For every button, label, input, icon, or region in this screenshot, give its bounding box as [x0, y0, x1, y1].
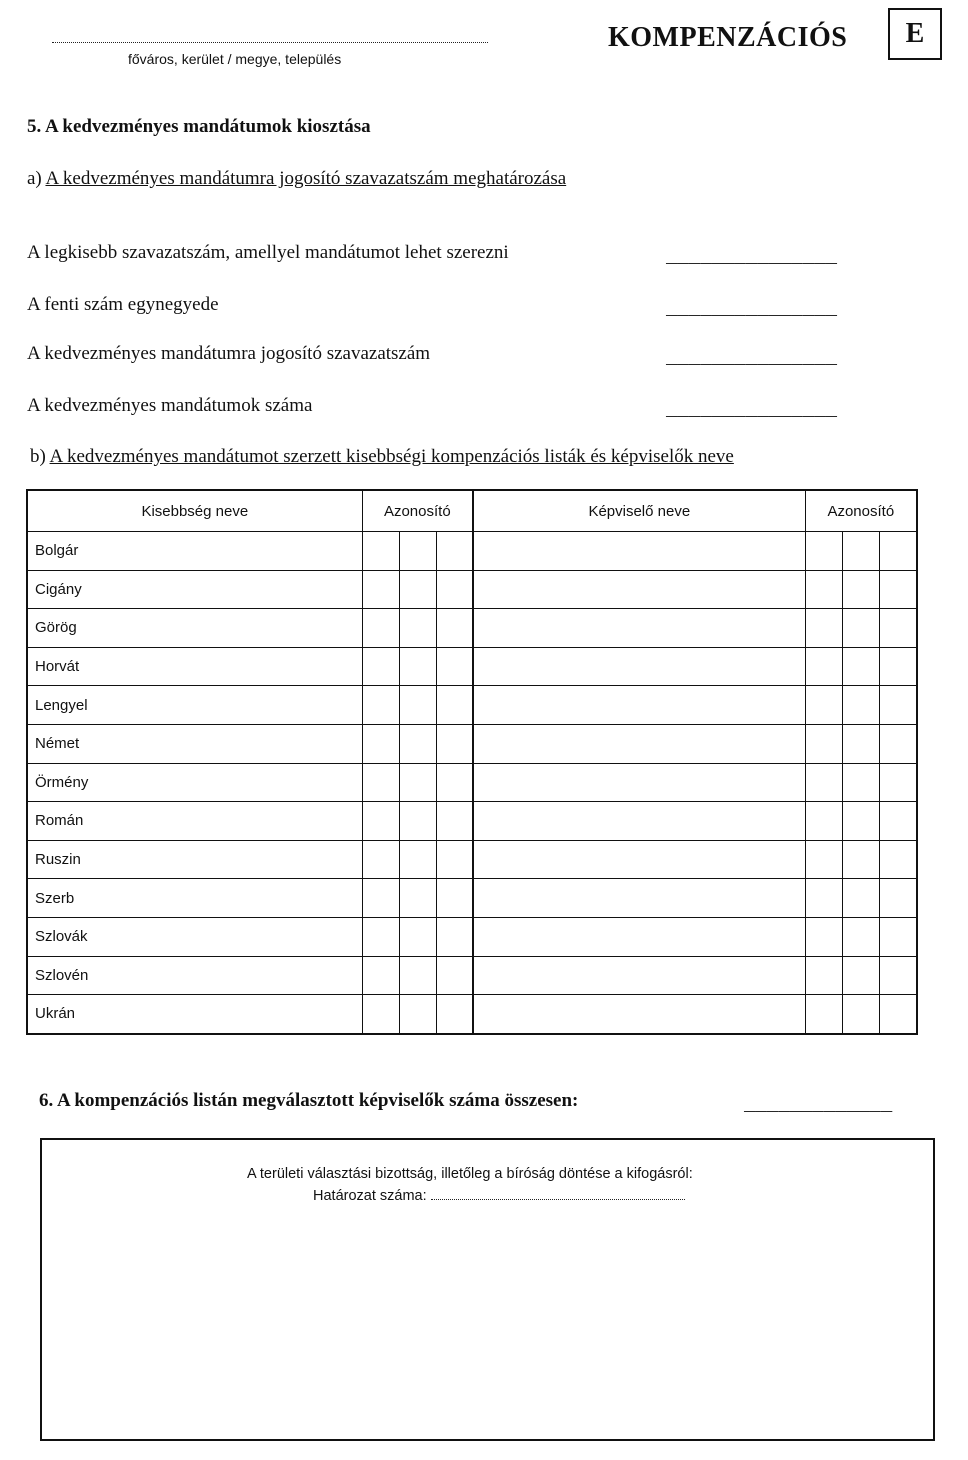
id1-cell[interactable]	[362, 570, 399, 609]
representative-name-cell[interactable]	[473, 647, 805, 686]
section5-heading: 5. A kedvezményes mandátumok kiosztása	[27, 116, 371, 137]
minority-table	[26, 489, 918, 1035]
id2-cell[interactable]	[879, 956, 917, 995]
decision-box	[40, 1138, 935, 1441]
field-row-label: A kedvezményes mandátumok száma	[27, 395, 313, 416]
representative-name-cell[interactable]	[473, 570, 805, 609]
id2-cell[interactable]	[842, 802, 879, 841]
form-letter-box	[888, 8, 942, 60]
id2-cell[interactable]	[805, 532, 842, 571]
id2-cell[interactable]	[842, 570, 879, 609]
minority-name-cell: Örmény	[27, 763, 362, 802]
decision-line2	[313, 1187, 685, 1204]
representative-name-cell[interactable]	[473, 956, 805, 995]
section6-heading: 6. A kompenzációs listán megválasztott képviselők száma összesen:	[39, 1090, 579, 1111]
resolution-number-label: Határozat száma:	[313, 1188, 427, 1204]
id2-cell[interactable]	[842, 647, 879, 686]
id2-cell[interactable]	[842, 724, 879, 763]
id2-cell[interactable]	[805, 686, 842, 725]
table-row	[27, 917, 917, 956]
minority-name-cell: Ruszin	[27, 840, 362, 879]
id2-cell[interactable]	[805, 917, 842, 956]
id1-cell[interactable]	[399, 609, 436, 648]
id2-cell[interactable]	[879, 879, 917, 918]
id2-cell[interactable]	[879, 724, 917, 763]
representative-name-cell[interactable]	[473, 802, 805, 841]
field-row-label: A fenti szám egynegyede	[27, 294, 219, 315]
section6-value[interactable]: _____________	[744, 1094, 893, 1116]
section5a-label: a)	[27, 168, 46, 189]
section5a-heading	[27, 168, 566, 190]
representative-name-cell[interactable]	[473, 763, 805, 802]
id1-cell[interactable]	[399, 802, 436, 841]
location-caption: főváros, kerület / megye, település	[128, 51, 342, 67]
representative-name-cell[interactable]	[473, 609, 805, 648]
id2-cell[interactable]	[879, 532, 917, 571]
id1-cell[interactable]	[436, 724, 473, 763]
header-id2: Azonosító	[805, 490, 917, 532]
table-row	[27, 570, 917, 609]
id2-cell[interactable]	[805, 763, 842, 802]
representative-name-cell[interactable]	[473, 686, 805, 725]
id2-cell[interactable]	[879, 840, 917, 879]
id2-cell[interactable]	[879, 802, 917, 841]
id1-cell[interactable]	[362, 840, 399, 879]
id2-cell[interactable]	[805, 956, 842, 995]
id2-cell[interactable]	[879, 917, 917, 956]
id1-cell[interactable]	[436, 763, 473, 802]
minority-name-cell: Bolgár	[27, 532, 362, 571]
field-row-value[interactable]: _______________	[666, 298, 838, 320]
id2-cell[interactable]	[842, 879, 879, 918]
header-id1: Azonosító	[362, 490, 473, 532]
table-row	[27, 956, 917, 995]
id2-cell[interactable]	[842, 917, 879, 956]
id1-cell[interactable]	[399, 724, 436, 763]
id2-cell[interactable]	[805, 724, 842, 763]
table-header-row	[27, 490, 917, 532]
minority-name-cell: Horvát	[27, 647, 362, 686]
id2-cell[interactable]	[842, 763, 879, 802]
id1-cell[interactable]	[362, 647, 399, 686]
id2-cell[interactable]	[805, 995, 842, 1034]
id2-cell[interactable]	[879, 995, 917, 1034]
id1-cell[interactable]	[436, 570, 473, 609]
id1-cell[interactable]	[362, 532, 399, 571]
location-field-line[interactable]	[52, 30, 488, 43]
minority-name-cell: Szlovén	[27, 956, 362, 995]
table-row	[27, 840, 917, 879]
table-row	[27, 763, 917, 802]
id1-cell[interactable]	[436, 532, 473, 571]
id2-cell[interactable]	[879, 647, 917, 686]
id1-cell[interactable]	[362, 917, 399, 956]
id2-cell[interactable]	[879, 570, 917, 609]
representative-name-cell[interactable]	[473, 879, 805, 918]
header-rep: Képviselő neve	[473, 490, 805, 532]
id2-cell[interactable]	[805, 570, 842, 609]
representative-name-cell[interactable]	[473, 532, 805, 571]
id1-cell[interactable]	[399, 956, 436, 995]
id1-cell[interactable]	[399, 647, 436, 686]
id1-cell[interactable]	[362, 609, 399, 648]
table-row	[27, 532, 917, 571]
id1-cell[interactable]	[436, 840, 473, 879]
minority-name-cell: Lengyel	[27, 686, 362, 725]
id1-cell[interactable]	[436, 995, 473, 1034]
id1-cell[interactable]	[436, 609, 473, 648]
table-row	[27, 995, 917, 1034]
resolution-number-field[interactable]	[431, 1187, 685, 1200]
field-row-value[interactable]: _______________	[666, 246, 838, 268]
table-row	[27, 724, 917, 763]
id1-cell[interactable]	[399, 763, 436, 802]
id2-cell[interactable]	[805, 609, 842, 648]
minority-name-cell: Görög	[27, 609, 362, 648]
id1-cell[interactable]	[436, 647, 473, 686]
table-row	[27, 802, 917, 841]
id1-cell[interactable]	[362, 763, 399, 802]
id1-cell[interactable]	[399, 840, 436, 879]
id1-cell[interactable]	[362, 802, 399, 841]
id1-cell[interactable]	[362, 995, 399, 1034]
representative-name-cell[interactable]	[473, 840, 805, 879]
id2-cell[interactable]	[805, 802, 842, 841]
representative-name-cell[interactable]	[473, 917, 805, 956]
section5b-label: b)	[30, 446, 50, 467]
section5b-heading	[30, 446, 734, 468]
id1-cell[interactable]	[436, 956, 473, 995]
representative-name-cell[interactable]	[473, 995, 805, 1034]
id2-cell[interactable]	[805, 840, 842, 879]
section5a-title: A kedvezményes mandátumra jogosító szavazatszám meghatározása	[45, 168, 567, 189]
id2-cell[interactable]	[842, 995, 879, 1034]
minority-name-cell: Ukrán	[27, 995, 362, 1034]
id1-cell[interactable]	[436, 879, 473, 918]
id1-cell[interactable]	[399, 917, 436, 956]
id1-cell[interactable]	[362, 724, 399, 763]
table-row	[27, 609, 917, 648]
id2-cell[interactable]	[842, 956, 879, 995]
id1-cell[interactable]	[399, 879, 436, 918]
id1-cell[interactable]	[399, 532, 436, 571]
form-letter: E	[905, 18, 925, 49]
id2-cell[interactable]	[842, 609, 879, 648]
id2-cell[interactable]	[842, 532, 879, 571]
table-row	[27, 879, 917, 918]
table-row	[27, 647, 917, 686]
id2-cell[interactable]	[879, 763, 917, 802]
table-row	[27, 686, 917, 725]
field-row-label: A legkisebb szavazatszám, amellyel mandátumot lehet szerezni	[27, 242, 509, 263]
id1-cell[interactable]	[362, 879, 399, 918]
form-title: KOMPENZÁCIÓS	[608, 22, 848, 53]
id2-cell[interactable]	[842, 840, 879, 879]
representative-name-cell[interactable]	[473, 724, 805, 763]
id1-cell[interactable]	[399, 686, 436, 725]
minority-name-cell: Német	[27, 724, 362, 763]
id2-cell[interactable]	[879, 686, 917, 725]
id1-cell[interactable]	[362, 956, 399, 995]
header-minority: Kisebbség neve	[27, 490, 362, 532]
id1-cell[interactable]	[362, 686, 399, 725]
id2-cell[interactable]	[842, 686, 879, 725]
id2-cell[interactable]	[879, 609, 917, 648]
field-row-value[interactable]: _______________	[666, 399, 838, 421]
field-row-label: A kedvezményes mandátumra jogosító szavazatszám	[27, 343, 431, 364]
field-row-value[interactable]: _______________	[666, 347, 838, 369]
id1-cell[interactable]	[436, 917, 473, 956]
id1-cell[interactable]	[399, 570, 436, 609]
id1-cell[interactable]	[436, 686, 473, 725]
id2-cell[interactable]	[805, 879, 842, 918]
id1-cell[interactable]	[399, 995, 436, 1034]
id2-cell[interactable]	[805, 647, 842, 686]
minority-name-cell: Szlovák	[27, 917, 362, 956]
decision-line1: A területi választási bizottság, illetőleg a bíróság döntése a kifogásról:	[247, 1166, 693, 1182]
id1-cell[interactable]	[436, 802, 473, 841]
minority-name-cell: Román	[27, 802, 362, 841]
section5b-title: A kedvezményes mandátumot szerzett kisebbségi kompenzációs listák és képviselők neve	[49, 446, 734, 467]
minority-name-cell: Szerb	[27, 879, 362, 918]
minority-name-cell: Cigány	[27, 570, 362, 609]
